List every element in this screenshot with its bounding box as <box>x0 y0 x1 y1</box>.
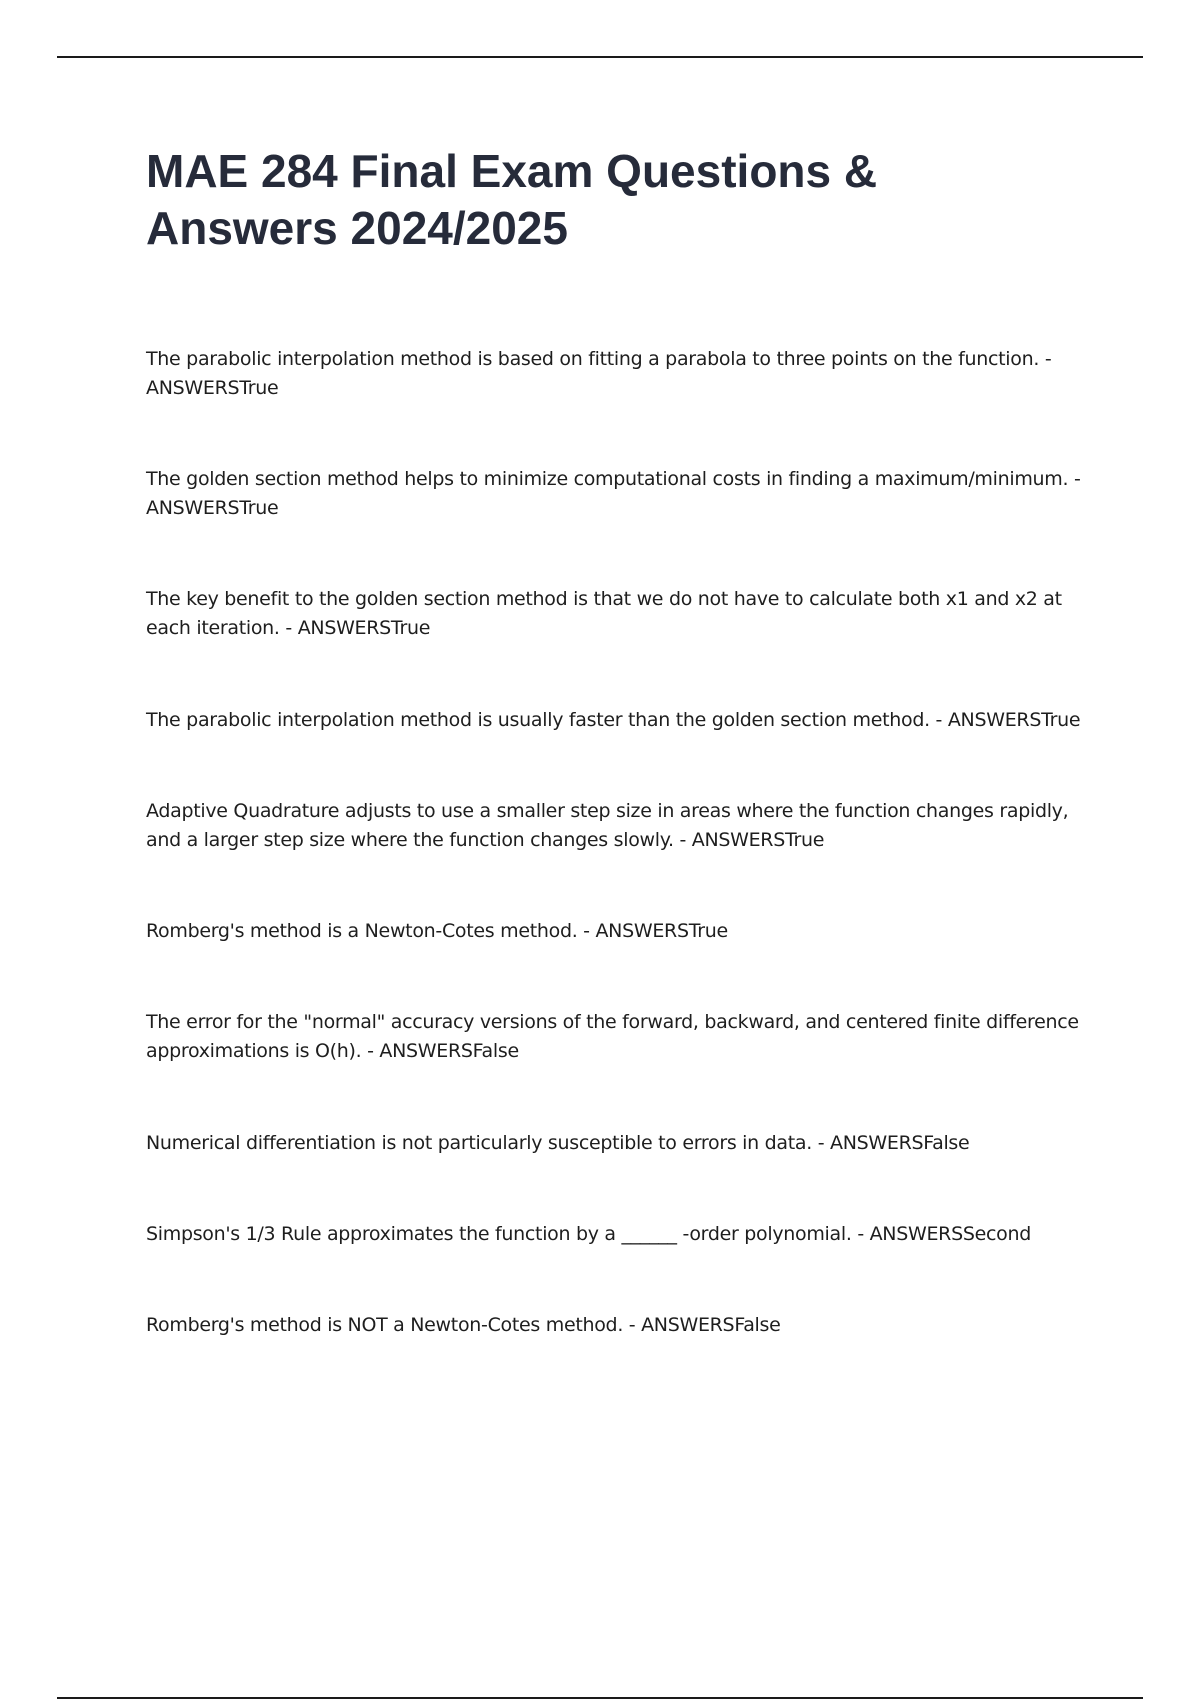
question-item: Romberg's method is NOT a Newton-Cotes method. - ANSWERSFalse <box>146 1314 781 1336</box>
document-title: MAE 284 Final Exam Questions & Answers 2024/2025 <box>146 145 878 254</box>
question-item: The golden section method helps to minimize computational costs in finding a maximum/minimum. - ANSWERSTrue <box>146 468 1081 519</box>
question-item: The parabolic interpolation method is usually faster than the golden section method. - ANSWERSTrue <box>146 709 1081 731</box>
question-item: The parabolic interpolation method is based on fitting a parabola to three points on the function. - ANSWERSTrue <box>146 348 1052 399</box>
top-divider <box>57 56 1143 58</box>
question-item: The error for the "normal" accuracy versions of the forward, backward, and centered finite difference approximations is O(h). - ANSWERSFalse <box>146 1011 1079 1062</box>
question-item: Simpson's 1/3 Rule approximates the function by a ______ -order polynomial. - ANSWERSSecond <box>146 1223 1031 1245</box>
question-item: The key benefit to the golden section method is that we do not have to calculate both x1 and x2 at each iteration. - ANSWERSTrue <box>146 588 1062 639</box>
question-item: Numerical differentiation is not particularly susceptible to errors in data. - ANSWERSFalse <box>146 1132 970 1154</box>
bottom-divider <box>57 1697 1143 1699</box>
question-item: Romberg's method is a Newton-Cotes method. - ANSWERSTrue <box>146 920 728 942</box>
question-item: Adaptive Quadrature adjusts to use a smaller step size in areas where the function changes rapidly, and a larger step size where the function changes slowly. - ANSWERSTrue <box>146 800 1069 851</box>
